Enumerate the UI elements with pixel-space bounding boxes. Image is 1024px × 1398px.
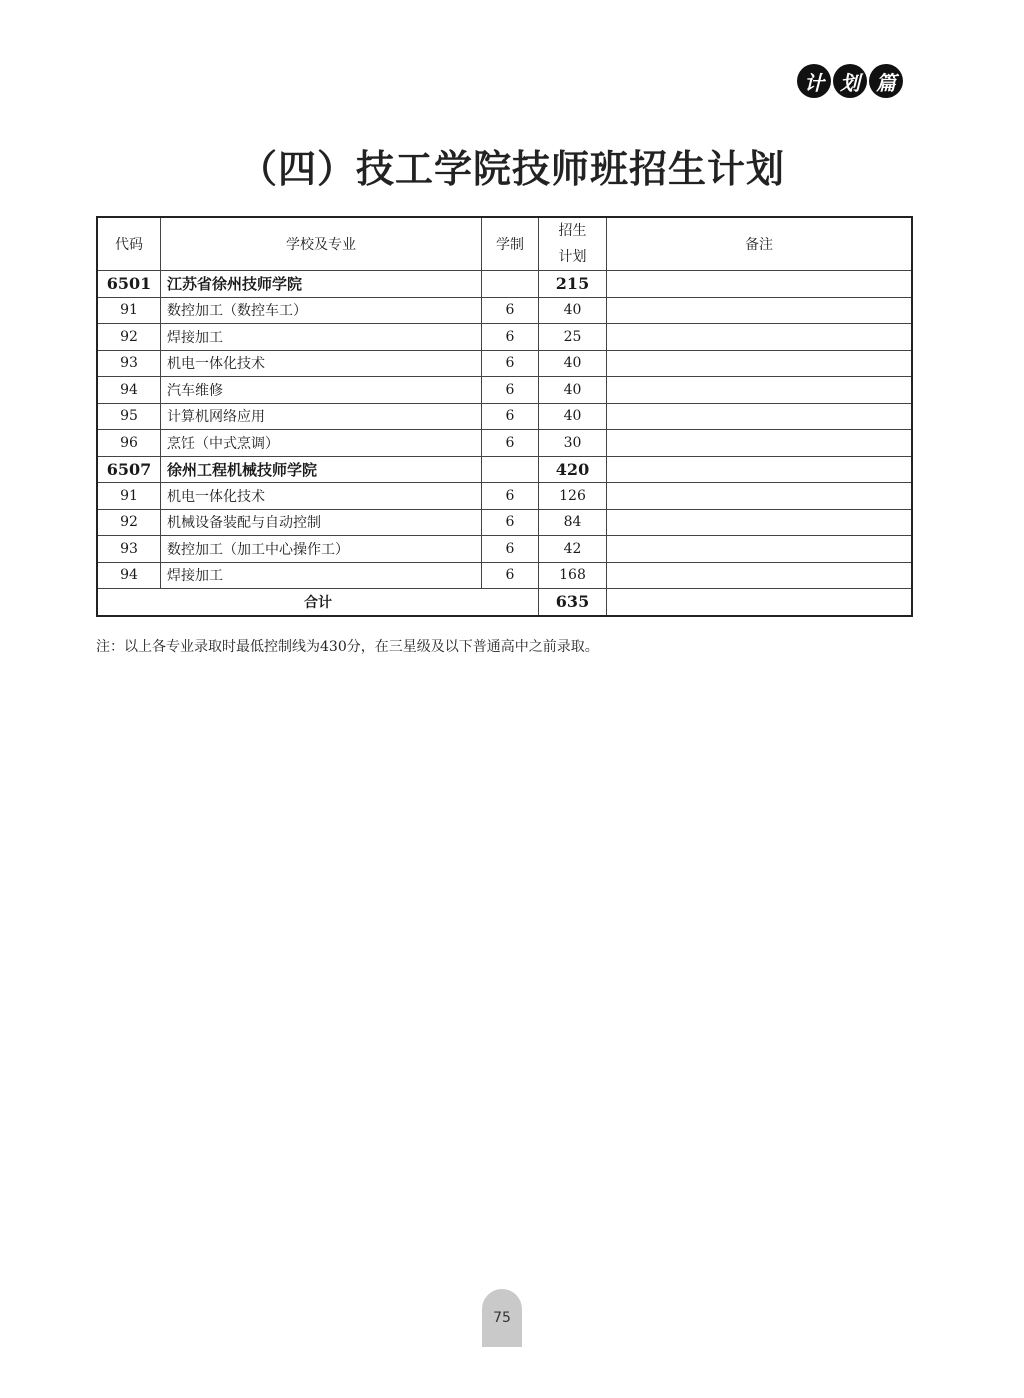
cell-years: 6 [482, 350, 539, 377]
cell-name: 数控加工（加工中心操作工） [161, 536, 482, 563]
cell-plan: 420 [539, 456, 607, 483]
cell-name: 机电一体化技术 [161, 350, 482, 377]
table-row [97, 350, 912, 377]
badge-char-2: 划 [833, 64, 867, 98]
table-row [97, 324, 912, 351]
cell-code: 6507 [97, 456, 161, 483]
cell-name: 计算机网络应用 [161, 403, 482, 430]
cell-years: 6 [482, 562, 539, 589]
cell-code: 95 [97, 403, 161, 430]
cell-code: 96 [97, 430, 161, 457]
cell-plan: 40 [539, 350, 607, 377]
header-years: 学制 [482, 217, 539, 271]
badge-char-1: 计 [797, 64, 831, 98]
cell-note [607, 403, 913, 430]
table-row [97, 297, 912, 324]
total-plan: 635 [539, 589, 607, 616]
table-body [97, 271, 912, 589]
cell-plan: 30 [539, 430, 607, 457]
cell-note [607, 509, 913, 536]
cell-plan: 42 [539, 536, 607, 563]
cell-plan: 40 [539, 377, 607, 404]
table-row [97, 562, 912, 589]
cell-note [607, 430, 913, 457]
cell-plan: 215 [539, 271, 607, 298]
enrollment-plan-table [96, 216, 913, 617]
page-number: 75 [482, 1289, 522, 1347]
cell-note [607, 483, 913, 510]
header-plan-line1: 招生 [558, 223, 587, 239]
cell-plan: 25 [539, 324, 607, 351]
cell-years: 6 [482, 430, 539, 457]
total-label: 合计 [97, 589, 539, 616]
cell-years: 6 [482, 324, 539, 351]
cell-note [607, 324, 913, 351]
cell-years: 6 [482, 377, 539, 404]
cell-years [482, 271, 539, 298]
table-row [97, 509, 912, 536]
cell-plan: 168 [539, 562, 607, 589]
table-row [97, 377, 912, 404]
cell-name: 江苏省徐州技师学院 [161, 271, 482, 298]
cell-code: 91 [97, 297, 161, 324]
cell-code: 93 [97, 350, 161, 377]
cell-code: 94 [97, 562, 161, 589]
cell-code: 92 [97, 509, 161, 536]
table-header-row [97, 217, 912, 271]
cell-name: 机电一体化技术 [161, 483, 482, 510]
cell-name: 机械设备装配与自动控制 [161, 509, 482, 536]
cell-years: 6 [482, 297, 539, 324]
cell-years: 6 [482, 509, 539, 536]
cell-code: 93 [97, 536, 161, 563]
school-row [97, 456, 912, 483]
cell-plan: 40 [539, 403, 607, 430]
cell-note [607, 297, 913, 324]
cell-name: 焊接加工 [161, 324, 482, 351]
cell-note [607, 271, 913, 298]
cell-note [607, 377, 913, 404]
cell-name: 汽车维修 [161, 377, 482, 404]
table-row [97, 403, 912, 430]
cell-name: 数控加工（数控车工） [161, 297, 482, 324]
header-note: 备注 [607, 217, 913, 271]
cell-name: 徐州工程机械技师学院 [161, 456, 482, 483]
cell-code: 94 [97, 377, 161, 404]
cell-years: 6 [482, 483, 539, 510]
total-row [97, 589, 912, 616]
header-plan-line2: 计划 [558, 249, 587, 265]
cell-plan: 40 [539, 297, 607, 324]
section-badge [797, 64, 903, 98]
cell-years: 6 [482, 536, 539, 563]
table-row [97, 430, 912, 457]
total-note [607, 589, 913, 616]
header-code: 代码 [97, 217, 161, 271]
cell-name: 烹饪（中式烹调） [161, 430, 482, 457]
cell-note [607, 536, 913, 563]
cell-code: 91 [97, 483, 161, 510]
cell-years [482, 456, 539, 483]
footnote: 注：以上各专业录取时最低控制线为430分，在三星级及以下普通高中之前录取。 [96, 639, 599, 655]
cell-note [607, 350, 913, 377]
cell-plan: 84 [539, 509, 607, 536]
cell-note [607, 456, 913, 483]
cell-years: 6 [482, 403, 539, 430]
school-row [97, 271, 912, 298]
table-row [97, 483, 912, 510]
table-row [97, 536, 912, 563]
cell-code: 92 [97, 324, 161, 351]
cell-name: 焊接加工 [161, 562, 482, 589]
page-title: （四）技工学院技师班招生计划 [238, 147, 785, 191]
cell-note [607, 562, 913, 589]
cell-plan: 126 [539, 483, 607, 510]
badge-char-3: 篇 [869, 64, 903, 98]
cell-code: 6501 [97, 271, 161, 298]
header-name: 学校及专业 [161, 217, 482, 271]
header-plan [539, 217, 607, 271]
